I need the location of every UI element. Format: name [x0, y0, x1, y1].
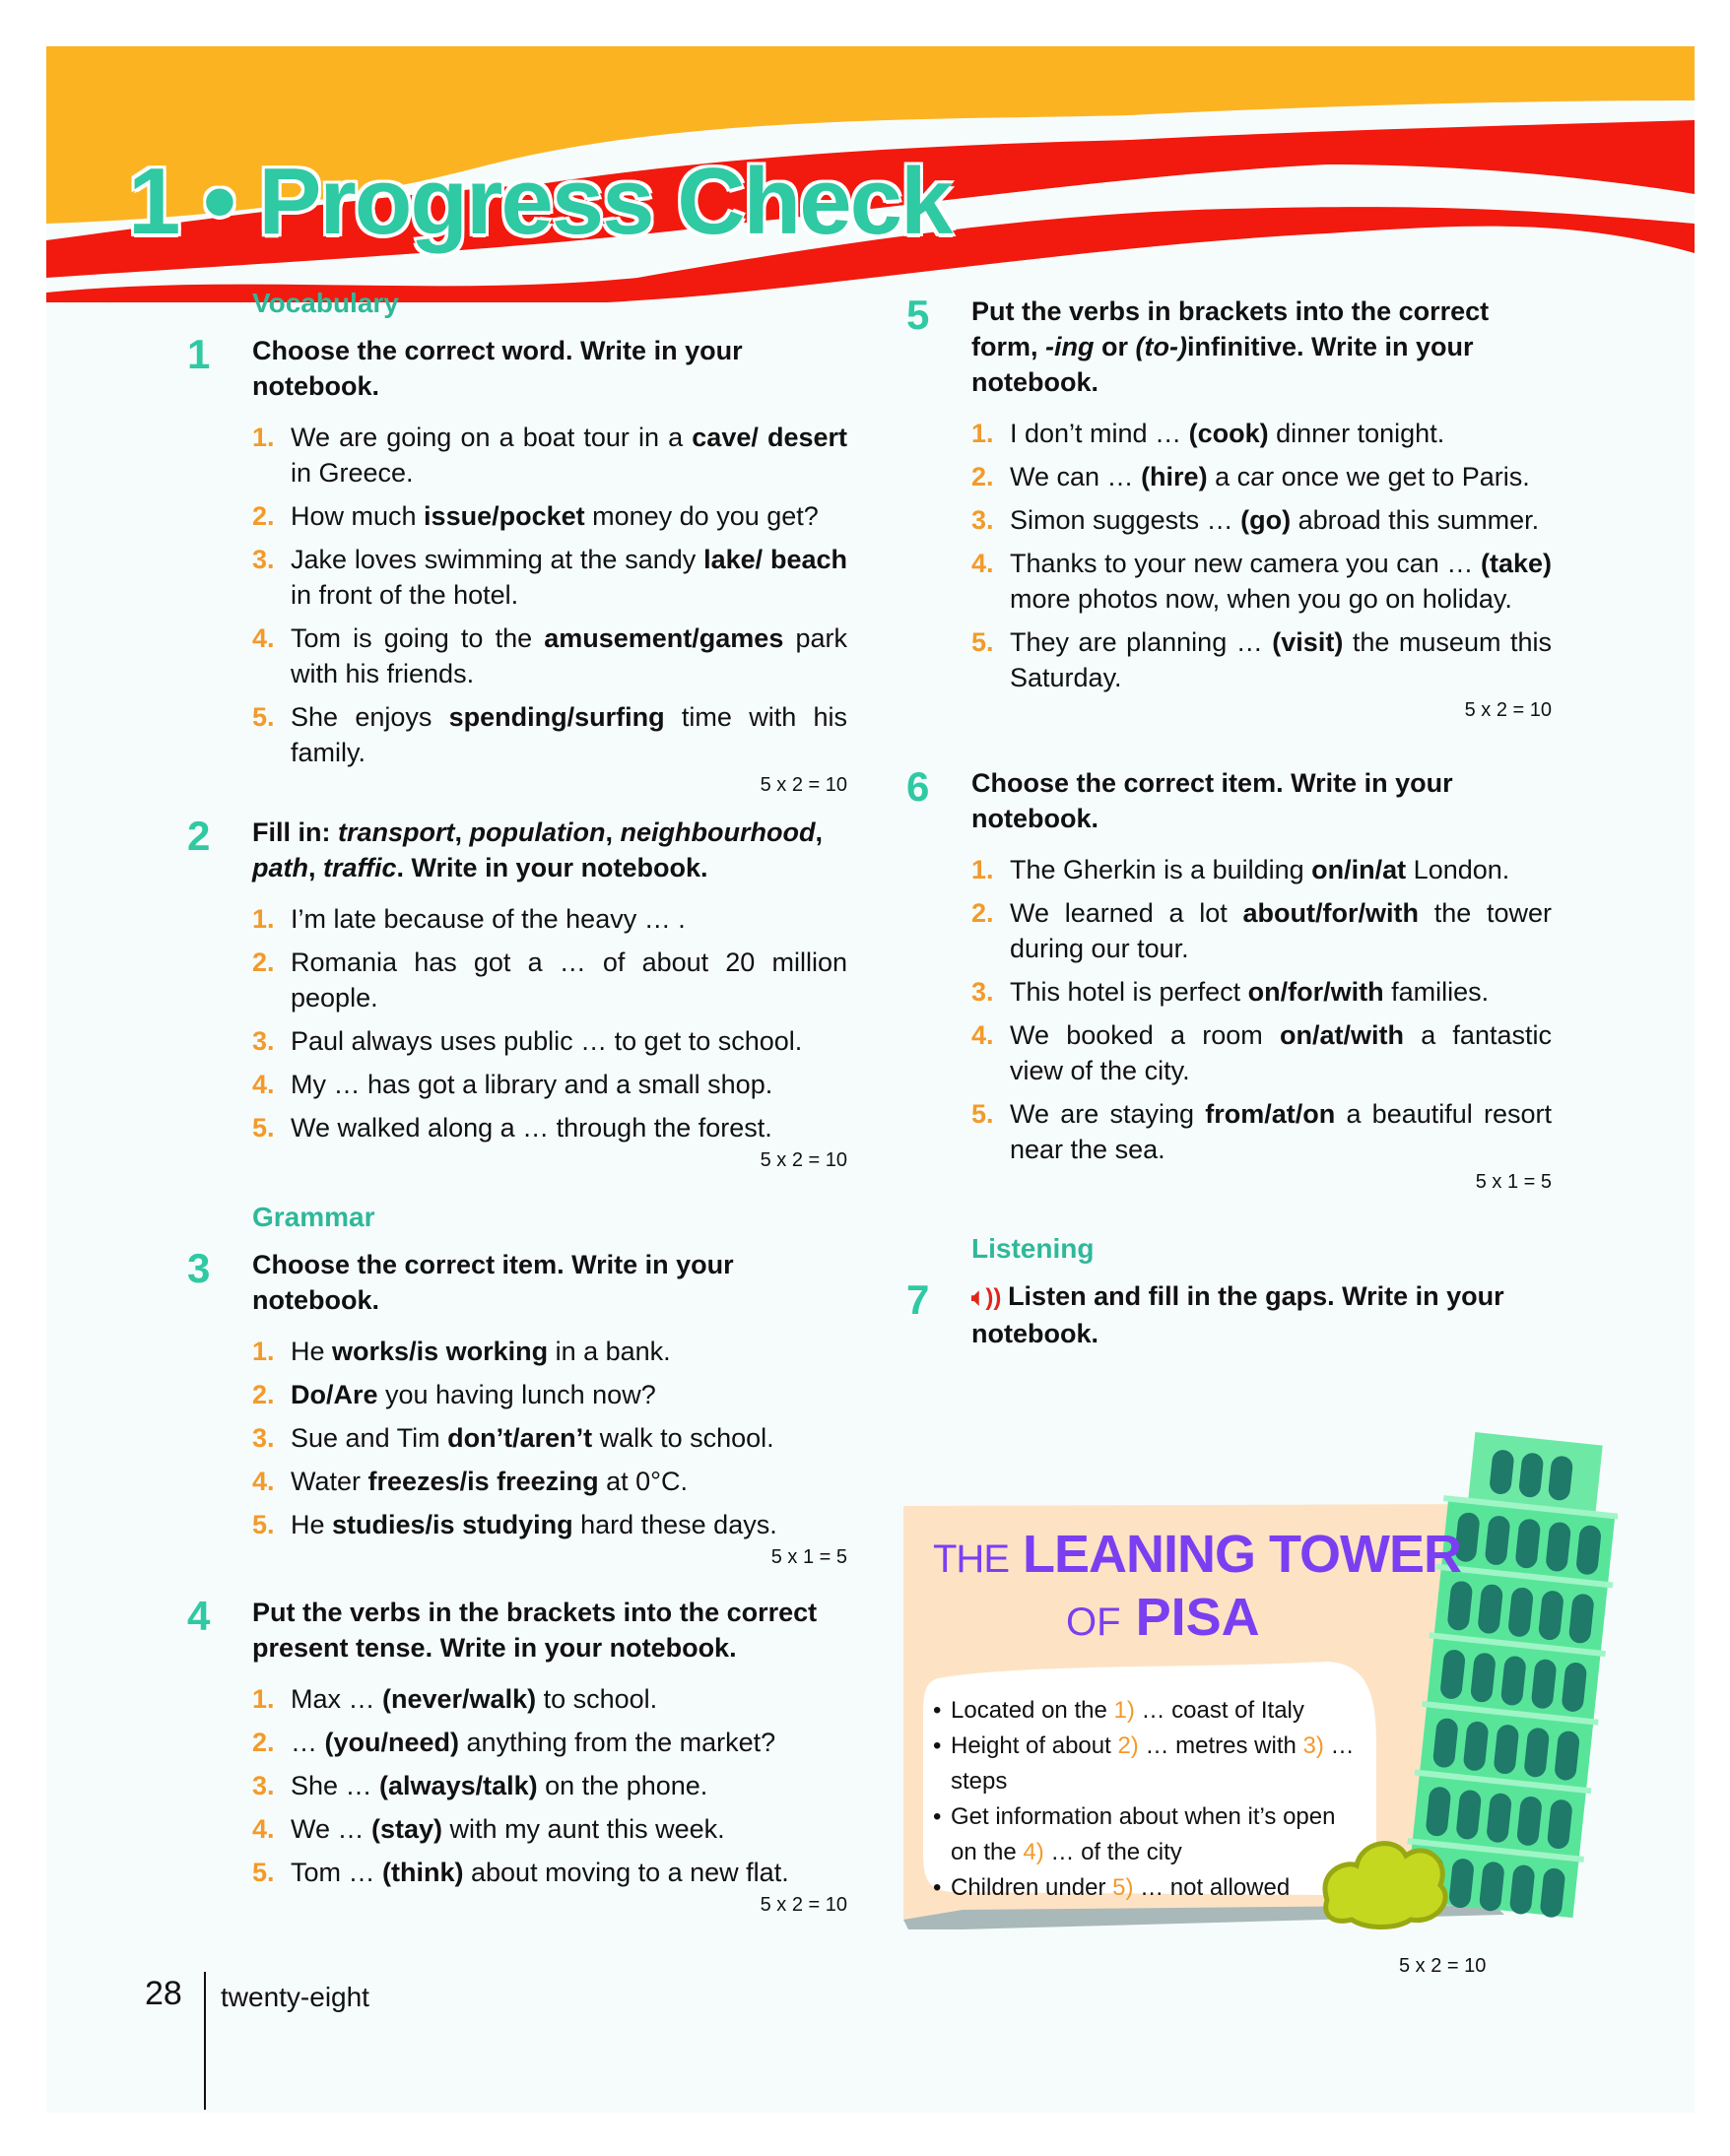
bold-text: Listen and fill in the gaps. Write in your notebook. [971, 1281, 1504, 1348]
exercise-4 [187, 1595, 847, 1917]
text: Jake loves swimming at the sandy [291, 545, 704, 574]
list-item [252, 542, 847, 613]
bold-text: lake/ beach [703, 545, 847, 574]
text: We booked a room [1010, 1020, 1280, 1050]
text: Tom is going to the [291, 623, 545, 653]
bold-text: Put the verbs in the brackets into the correct present tense. Write in your notebook. [252, 1598, 818, 1663]
item-number: 1. [971, 855, 994, 884]
item-number: 4. [252, 1814, 275, 1844]
score: 5 x 2 = 10 [760, 1149, 847, 1171]
text: population [469, 817, 606, 847]
text: hard these days. [572, 1510, 777, 1539]
bold-text: (cook) [1188, 419, 1269, 448]
bold-text: (hire) [1141, 462, 1208, 491]
item-number: 5. [252, 702, 275, 732]
text: money do you get? [584, 501, 819, 531]
list-item [252, 420, 847, 490]
bold-text: Choose the correct word. Write in your notebook. [252, 336, 743, 401]
text: Height of about [951, 1732, 1118, 1759]
text: We can … [1010, 462, 1142, 491]
list-item [252, 1768, 847, 1803]
instruction [971, 765, 1552, 836]
text: We are staying [1010, 1099, 1206, 1129]
list-item [252, 1023, 847, 1059]
exercise-1 [187, 288, 847, 797]
exercise-number: 4 [187, 1593, 211, 1639]
list-item [252, 1067, 847, 1102]
text: more photos now, when you go on holiday. [1010, 584, 1512, 614]
item-number: 2. [971, 898, 994, 928]
exercise-number: 3 [187, 1245, 211, 1291]
text: How much [291, 501, 425, 531]
text: Sue and Tim [291, 1423, 448, 1453]
list-item [971, 546, 1552, 617]
fact-item [933, 1693, 1357, 1729]
item-number: 2. [971, 462, 994, 491]
title-tower: TOWER [1269, 1525, 1462, 1584]
item-number: 3. [252, 1423, 275, 1453]
bold-text: (think) [382, 1858, 464, 1887]
list-item [252, 1681, 847, 1717]
text: I don’t mind … [1010, 419, 1189, 448]
text: I’m late because of the heavy … . [291, 904, 686, 934]
item-number: 1. [971, 419, 994, 448]
item-number: 3. [252, 1026, 275, 1056]
bold-text: (to-) [1135, 332, 1187, 361]
text: … coast of Italy [1134, 1697, 1304, 1724]
text: London. [1406, 855, 1510, 884]
item-number: 5. [252, 1113, 275, 1143]
item-number: 4. [252, 1467, 275, 1496]
bold-text: (visit) [1272, 627, 1344, 657]
list-item [971, 1096, 1552, 1167]
instruction [971, 294, 1552, 400]
text: Max … [291, 1684, 383, 1714]
list-item [252, 945, 847, 1015]
score: 5 x 2 = 10 [760, 1894, 847, 1916]
bold-text: (stay) [371, 1814, 443, 1844]
exercise-7 [906, 1233, 1552, 1351]
section-heading: Listening [971, 1233, 1095, 1264]
text: The Gherkin is a building [1010, 855, 1312, 884]
list-item [252, 1811, 847, 1847]
text: about moving to a new flat. [463, 1858, 789, 1887]
item-number: 2. [252, 947, 275, 977]
text: Located on the [951, 1697, 1114, 1724]
text: They are planning … [1010, 627, 1273, 657]
title-pisa: PISA [1135, 1588, 1260, 1647]
exercise-number: 6 [906, 763, 930, 810]
bold-text: -ing [1045, 332, 1095, 361]
text: the museum this Saturday. [1010, 627, 1552, 692]
score-7: 5 x 2 = 10 [1399, 1955, 1487, 1977]
text: Children under [951, 1874, 1113, 1901]
bold-text: , [815, 817, 823, 847]
text: at 0°C. [598, 1467, 688, 1496]
text: … [291, 1728, 325, 1757]
exercise-2 [187, 815, 847, 1172]
instruction [252, 1595, 847, 1666]
list-item [252, 1377, 847, 1412]
exercise-6 [906, 765, 1552, 1194]
item-number: 1. [252, 1337, 275, 1366]
item-number: 5. [252, 1858, 275, 1887]
bold-text: Fill in: [252, 817, 338, 847]
text: … of the city [1043, 1839, 1182, 1865]
section-heading: Grammar [252, 1202, 375, 1232]
score: 5 x 2 = 10 [1464, 699, 1552, 721]
page-number-words: twenty-eight [221, 1982, 369, 2012]
bold-text: works/is working [332, 1337, 549, 1366]
text: dinner tonight. [1268, 419, 1445, 448]
gap-number: 1) [1113, 1697, 1135, 1724]
text: Thanks to your new camera you can … [1010, 549, 1481, 578]
bold-text: (go) [1240, 505, 1292, 535]
item-number: 4. [252, 623, 275, 653]
fact-item [933, 1799, 1357, 1870]
exercise-number: 5 [906, 292, 930, 338]
text: Get information about when it’s open on the [951, 1803, 1336, 1865]
bold-text: issue/pocket [424, 501, 585, 531]
item-number: 3. [971, 505, 994, 535]
list-item [971, 1017, 1552, 1088]
list-item [252, 1464, 847, 1499]
page-number: 28 [145, 1975, 182, 2012]
exercise-3 [187, 1202, 847, 1569]
gap-number: 2) [1117, 1732, 1139, 1759]
item-number: 1. [252, 904, 275, 934]
title-leaning: LEANING [1023, 1525, 1256, 1584]
text: My … has got a library and a small shop. [291, 1070, 773, 1099]
text: … metres with [1138, 1732, 1303, 1759]
bold-text: or [1094, 332, 1136, 361]
text: families. [1383, 977, 1490, 1007]
list-item [971, 974, 1552, 1010]
text: park with his friends. [291, 623, 847, 688]
text: a beautiful resort near the sea. [1010, 1099, 1552, 1164]
gap-number: 5) [1112, 1874, 1134, 1901]
text: with my aunt this week. [442, 1814, 725, 1844]
text: on the phone. [537, 1771, 708, 1800]
bold-text: don’t/aren’t [447, 1423, 593, 1453]
list-item [252, 1420, 847, 1456]
text: abroad this summer. [1291, 505, 1540, 535]
item-number: 3. [971, 977, 994, 1007]
item-number: 2. [252, 1728, 275, 1757]
score: 5 x 1 = 5 [1475, 1171, 1552, 1193]
score: 5 x 2 = 10 [760, 774, 847, 796]
text: She … [291, 1771, 380, 1800]
bold-text: , [605, 817, 621, 847]
list-item [252, 621, 847, 691]
text: a fantastic view of the city. [1010, 1020, 1552, 1085]
bold-text: on/for/with [1247, 977, 1384, 1007]
title-the: THE [933, 1537, 1009, 1581]
list-item [971, 895, 1552, 966]
item-number: 3. [252, 545, 275, 574]
text: in front of the hotel. [291, 580, 519, 610]
item-number: 2. [252, 501, 275, 531]
score: 5 x 1 = 5 [770, 1546, 847, 1568]
list-item [252, 1110, 847, 1145]
footer-divider [204, 1972, 206, 2110]
instruction [252, 333, 847, 404]
instruction [971, 1278, 1552, 1351]
text: Romania has got a … of about 20 million people. [291, 947, 847, 1013]
text: We … [291, 1814, 372, 1844]
bold-text: (you/need) [324, 1728, 460, 1757]
fact-item [933, 1729, 1357, 1799]
item-number: 3. [252, 1771, 275, 1800]
page-title: 1 • Progress Check [128, 149, 952, 254]
exercise-number: 2 [187, 813, 211, 859]
bold-text: Put the verbs in brackets into the correct form, [971, 296, 1490, 361]
text: in Greece. [291, 458, 414, 488]
audio-speaker-icon[interactable]: 🔈︎)) [971, 1284, 1009, 1311]
item-number: 5. [971, 627, 994, 657]
list-item [252, 1507, 847, 1542]
item-number: 1. [252, 423, 275, 452]
gap-number: 4) [1023, 1839, 1044, 1865]
bold-text: about/for/with [1242, 898, 1419, 928]
text: neighbourhood [620, 817, 816, 847]
list-item [252, 498, 847, 534]
item-number: 5. [971, 1099, 994, 1129]
bold-text: from/at/on [1205, 1099, 1336, 1129]
bold-text: (never/walk) [382, 1684, 537, 1714]
list-item [252, 901, 847, 937]
fact-item [933, 1870, 1357, 1906]
text: He [291, 1510, 333, 1539]
bold-text: on/at/with [1280, 1020, 1404, 1050]
text: transport [338, 817, 455, 847]
bold-text: Choose the correct item. Write in your notebook. [252, 1250, 734, 1315]
pisa-title-line1 [933, 1524, 1461, 1585]
list-item [971, 416, 1552, 451]
gap-number: 3) [1302, 1732, 1324, 1759]
exercise-number: 7 [906, 1276, 930, 1323]
right-column [906, 288, 1552, 1369]
list-item [252, 699, 847, 770]
text: in a bank. [548, 1337, 671, 1366]
text: time with his family. [291, 702, 847, 767]
bold-text: spending/surfing [448, 702, 665, 732]
item-number: 4. [252, 1070, 275, 1099]
item-number: 1. [252, 1684, 275, 1714]
item-number: 2. [252, 1380, 275, 1409]
bold-text: on/in/at [1311, 855, 1407, 884]
text: He [291, 1337, 333, 1366]
text: We are going on a boat tour in a [291, 423, 693, 452]
bold-text: , [308, 853, 324, 882]
item-number: 4. [971, 549, 994, 578]
bold-text: , [454, 817, 470, 847]
text: Water [291, 1467, 368, 1496]
bold-text: (take) [1480, 549, 1552, 578]
bold-text: cave/ desert [692, 423, 848, 452]
item-number: 5. [252, 1510, 275, 1539]
text: Simon suggests … [1010, 505, 1241, 535]
text: you having lunch now? [377, 1380, 656, 1409]
text: We learned a lot [1010, 898, 1243, 928]
instruction [252, 1247, 847, 1318]
text: a car once we get to Paris. [1207, 462, 1530, 491]
bold-text: amusement/games [544, 623, 784, 653]
pisa-facts-list [933, 1693, 1357, 1906]
text: Tom … [291, 1858, 383, 1887]
bold-text: Do/Are [291, 1380, 378, 1409]
list-item [971, 459, 1552, 494]
bold-text: Choose the correct item. Write in your notebook. [971, 768, 1453, 833]
instruction [252, 815, 847, 885]
list-item [971, 624, 1552, 695]
pisa-title-line2 [1066, 1587, 1260, 1648]
list-item [252, 1855, 847, 1890]
text: She enjoys [291, 702, 449, 732]
bold-text: . Write in your notebook. [396, 853, 708, 882]
text: path [252, 853, 308, 882]
text: walk to school. [592, 1423, 774, 1453]
bold-text: infinitive. Write in your notebook. [971, 332, 1474, 397]
bold-text: freezes/is freezing [367, 1467, 599, 1496]
text: the tower during our tour. [1010, 898, 1553, 963]
text: … not allowed [1133, 1874, 1291, 1901]
pisa-info-card [903, 1496, 1534, 1929]
list-item [971, 852, 1552, 887]
title-of: OF [1066, 1601, 1121, 1644]
text: … steps [951, 1732, 1355, 1795]
left-column [187, 288, 847, 1934]
exercise-5 [906, 294, 1552, 722]
text: This hotel is perfect [1010, 977, 1248, 1007]
list-item [252, 1725, 847, 1760]
bold-text: studies/is studying [332, 1510, 573, 1539]
exercise-number: 1 [187, 331, 211, 377]
section-heading: Vocabulary [252, 288, 399, 318]
text: We walked along a … through the forest. [291, 1113, 772, 1143]
text: Paul always uses public … to get to school. [291, 1026, 803, 1056]
list-item [971, 502, 1552, 538]
item-number: 4. [971, 1020, 994, 1050]
text: anything from the market? [459, 1728, 776, 1757]
text: traffic [323, 853, 397, 882]
bold-text: (always/talk) [379, 1771, 538, 1800]
text: to school. [536, 1684, 658, 1714]
list-item [252, 1334, 847, 1369]
